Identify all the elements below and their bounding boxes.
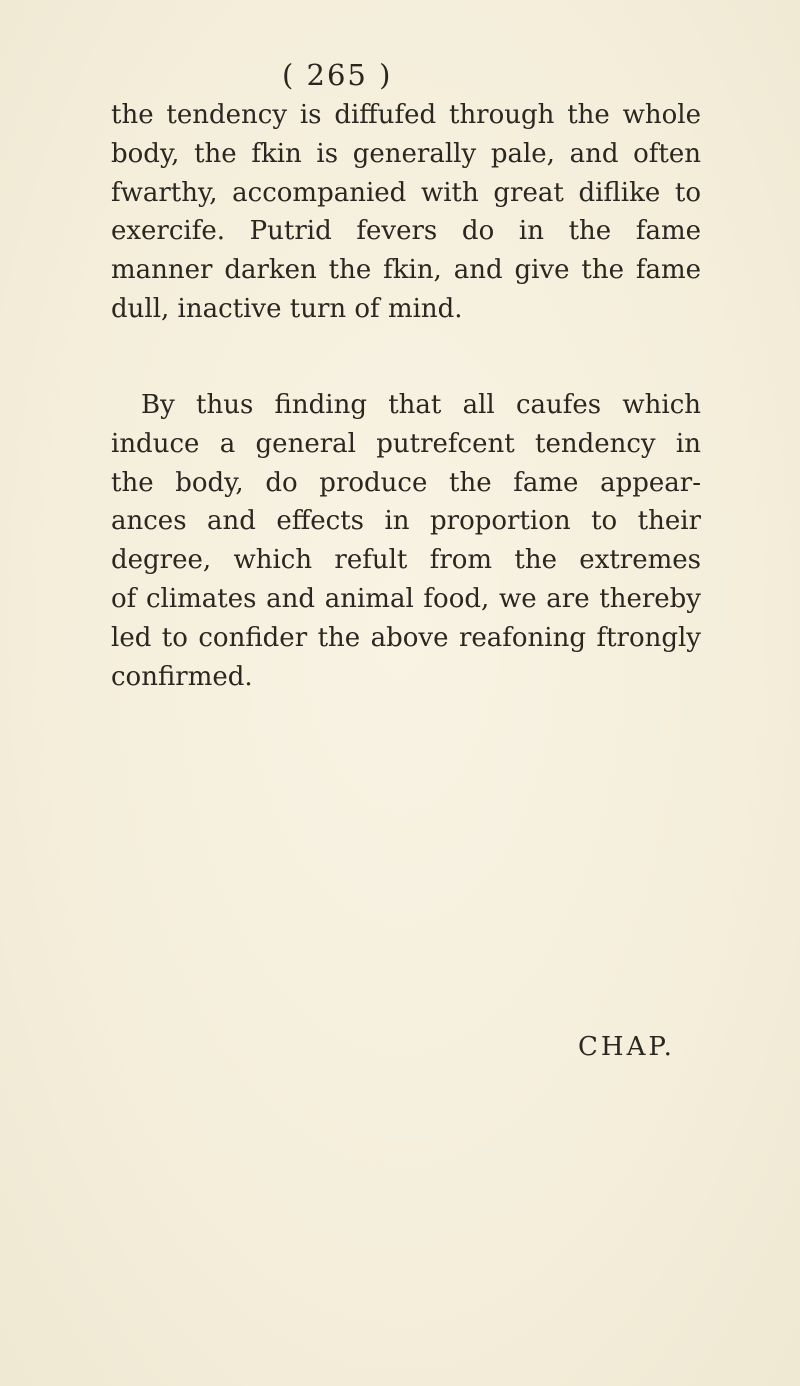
text-line: exercife. Putrid fevers do in the fame bbox=[111, 216, 701, 247]
text-line: of climates and animal food, we are thereby bbox=[111, 583, 701, 614]
text-line: manner darken the fkin, and give the fame bbox=[111, 255, 701, 286]
text-line: body, the fkin is generally pale, and often bbox=[111, 138, 701, 169]
page-number: ( 265 ) bbox=[282, 58, 393, 92]
text-line: the body, do produce the fame appear- bbox=[111, 467, 701, 498]
catchword: CHAP. bbox=[578, 1032, 675, 1062]
text-line: the tendency is diffufed through the whole bbox=[111, 100, 701, 130]
text-line: degree, which refult from the extremes bbox=[111, 545, 701, 576]
paragraph-2 bbox=[111, 386, 701, 696]
text-line: dull, inactive turn of mind. bbox=[111, 293, 463, 324]
text-line: induce a general putrefcent tendency in bbox=[111, 428, 701, 459]
paragraph-1 bbox=[111, 96, 701, 329]
text-line: ances and effects in proportion to their bbox=[111, 506, 701, 537]
text-line: By thus finding that all caufes which bbox=[141, 390, 701, 420]
text-line: fwarthy, accompanied with great diflike to bbox=[111, 177, 701, 208]
text-line: confirmed. bbox=[111, 661, 253, 692]
text-line: led to confider the above reafoning ftrongly bbox=[111, 622, 701, 653]
